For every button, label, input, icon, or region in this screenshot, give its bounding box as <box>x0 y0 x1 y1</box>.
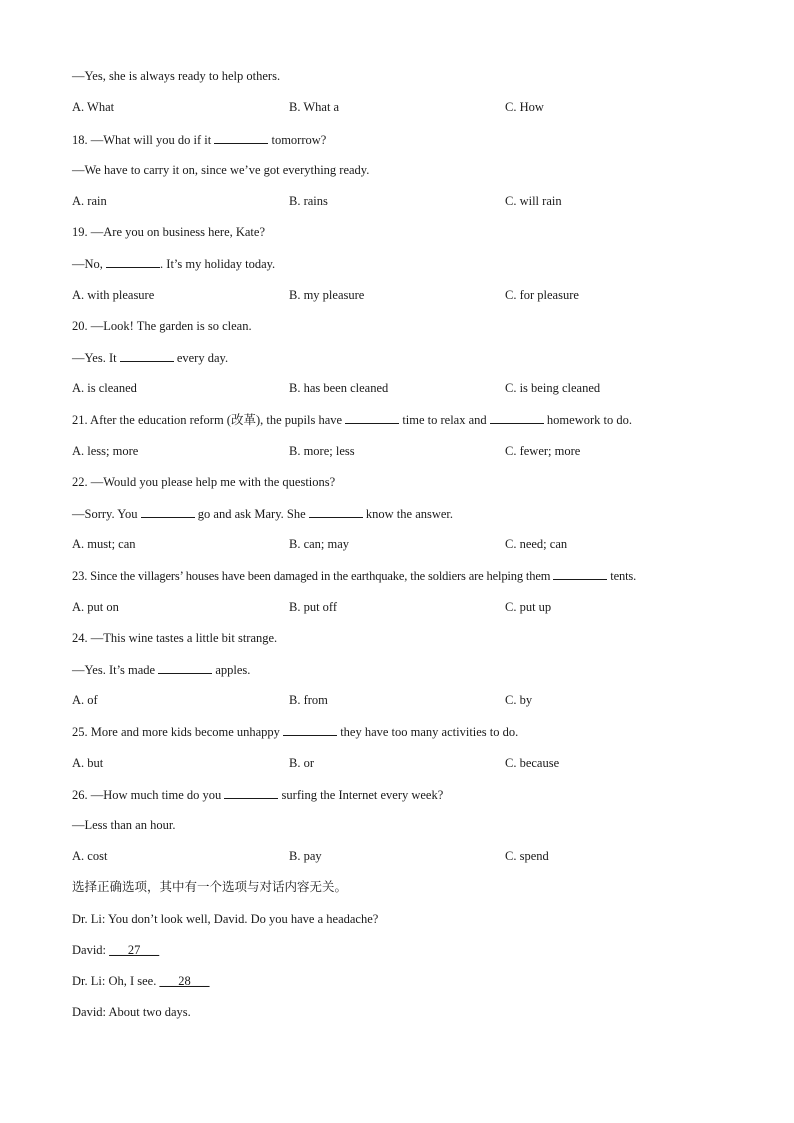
answer-line <box>72 349 228 365</box>
option-b: B. rains <box>289 194 328 208</box>
answer-blank <box>120 349 174 362</box>
question-text: —Sorry. You <box>72 507 141 521</box>
option-c: C. fewer; more <box>505 444 581 458</box>
question-18 <box>72 131 326 147</box>
option-c: C. for pleasure <box>505 288 579 302</box>
option-c: C. How <box>505 100 544 114</box>
question-text: 23. Since the villagers’ houses have been damaged in the earthquake, the soldiers are helping them <box>72 569 554 583</box>
option-a: A. What <box>72 100 115 114</box>
options-q24 <box>0 692 794 708</box>
question-23 <box>72 567 636 583</box>
question-text: apples. <box>212 663 251 677</box>
answer-line <box>72 661 250 677</box>
option-a: A. rain <box>72 194 107 208</box>
question-24: 24. —This wine tastes a little bit strange. <box>72 631 278 645</box>
question-text: —Yes. It <box>72 351 120 365</box>
speaker-text: David: <box>72 943 110 957</box>
option-b: B. my pleasure <box>289 288 365 302</box>
answer-blank <box>553 567 607 580</box>
options-q20 <box>0 380 794 396</box>
option-b: B. can; may <box>289 537 350 551</box>
options-q23 <box>0 599 794 615</box>
option-b: B. or <box>289 756 314 770</box>
option-b: B. from <box>289 693 328 707</box>
options-q26 <box>0 848 794 864</box>
question-text: 21. After the education reform (改革), the pupils have <box>72 413 346 427</box>
dialogue-line <box>72 973 209 989</box>
option-c: C. need; can <box>505 537 568 551</box>
answer-blank <box>224 786 278 799</box>
question-text: 25. More and more kids become unhappy <box>72 725 284 739</box>
options-q18 <box>0 193 794 209</box>
question-text: 18. —What will you do if it <box>72 133 215 147</box>
question-19: 19. —Are you on business here, Kate? <box>72 225 266 239</box>
answer-line <box>72 255 275 271</box>
question-26 <box>72 786 443 802</box>
question-text: —Yes. It’s made <box>72 663 159 677</box>
answer-blank <box>214 131 268 144</box>
answer-blank <box>309 505 363 518</box>
dialogue-line: David: About two days. <box>72 1005 191 1019</box>
answer-line: —Less than an hour. <box>72 818 176 832</box>
option-c: C. spend <box>505 849 549 863</box>
answer-line <box>72 505 453 521</box>
option-a: A. but <box>72 756 104 770</box>
options-q21 <box>0 443 794 459</box>
answer-blank <box>106 255 160 268</box>
option-b: B. pay <box>289 849 322 863</box>
options-q22 <box>0 536 794 552</box>
option-c: C. by <box>505 693 533 707</box>
question-text: . It’s my holiday today. <box>160 257 276 271</box>
question-text: 26. —How much time do you <box>72 788 225 802</box>
question-text: tents. <box>607 569 637 583</box>
question-text: go and ask Mary. She <box>194 507 309 521</box>
answer-blank <box>158 661 212 674</box>
dialogue-line <box>72 942 159 958</box>
question-25 <box>72 723 518 739</box>
answer-blank <box>345 411 399 424</box>
answer-blank <box>490 411 544 424</box>
question-text: they have too many activities to do. <box>337 725 519 739</box>
answer-blank <box>141 505 195 518</box>
dialogue-line: Dr. Li: You don’t look well, David. Do you have a headache? <box>72 912 379 926</box>
numbered-blank: ___28___ <box>159 974 210 988</box>
question-text: time to relax and <box>399 413 490 427</box>
question-21 <box>72 411 632 427</box>
question-text: surfing the Internet every week? <box>278 788 444 802</box>
option-b: B. more; less <box>289 444 355 458</box>
option-a: A. less; more <box>72 444 139 458</box>
answer-line: —We have to carry it on, since we’ve got everything ready. <box>72 163 370 177</box>
question-text: know the answer. <box>362 507 454 521</box>
options-q19 <box>0 287 794 303</box>
speaker-text: Dr. Li: Oh, I see. <box>72 974 160 988</box>
options-q25 <box>0 755 794 771</box>
question-20: 20. —Look! The garden is so clean. <box>72 319 252 333</box>
question-text: every day. <box>173 351 229 365</box>
option-a: A. with pleasure <box>72 288 155 302</box>
numbered-blank: ___27___ <box>109 943 160 957</box>
option-a: A. must; can <box>72 537 136 551</box>
option-c: C. will rain <box>505 194 562 208</box>
option-a: A. of <box>72 693 98 707</box>
options-q17 <box>0 99 794 115</box>
answer-blank <box>283 723 337 736</box>
question-text: homework to do. <box>543 413 632 427</box>
option-c: C. because <box>505 756 560 770</box>
option-a: A. put on <box>72 600 119 614</box>
option-b: B. has been cleaned <box>289 381 389 395</box>
section-instruction: 选择正确选项，其中有一个选项与对话内容无关。 <box>72 879 348 894</box>
option-a: A. cost <box>72 849 108 863</box>
question-text: —No, <box>72 257 107 271</box>
answer-line: —Yes, she is always ready to help others. <box>72 69 281 83</box>
question-text: tomorrow? <box>268 133 327 147</box>
option-a: A. is cleaned <box>72 381 137 395</box>
option-c: C. is being cleaned <box>505 381 601 395</box>
question-22: 22. —Would you please help me with the questions? <box>72 475 336 489</box>
option-b: B. What a <box>289 100 340 114</box>
option-b: B. put off <box>289 600 338 614</box>
option-c: C. put up <box>505 600 552 614</box>
